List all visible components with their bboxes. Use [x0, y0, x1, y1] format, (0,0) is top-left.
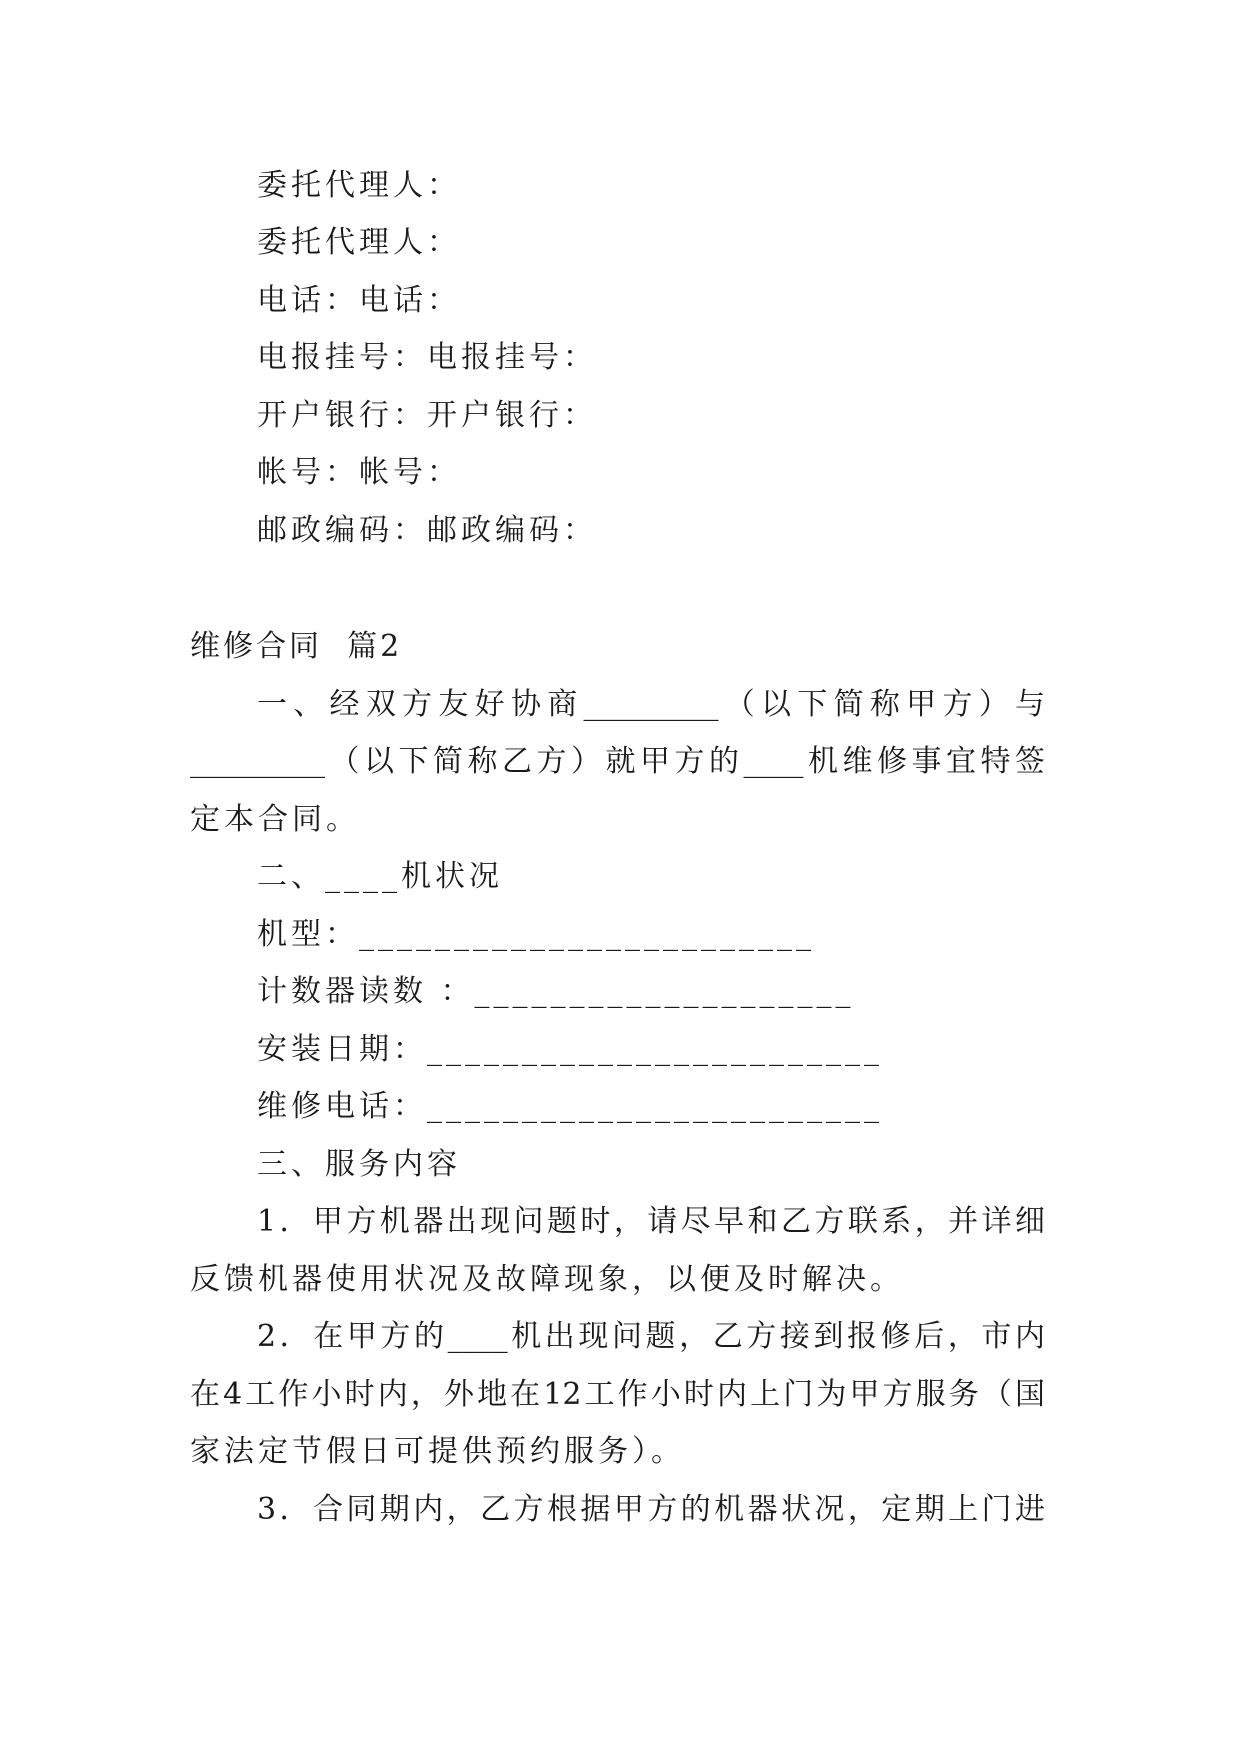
clause3-item2-line-3: 家法定节假日可提供预约服务）。	[190, 1434, 685, 1469]
field-model: 机型：________________________	[257, 917, 815, 952]
signature-postcode-line: 邮政编码：邮政编码：	[257, 513, 597, 548]
field-counter-reading: 计数器读数 ：____________________	[257, 974, 855, 1009]
clause1-line-3: 定本合同。	[190, 802, 360, 837]
signature-agent-line-2: 委托代理人：	[257, 225, 461, 260]
signature-phone-line: 电话：电话：	[257, 283, 461, 318]
signature-account-line: 帐号：帐号：	[257, 455, 461, 490]
clause1-line-1: 一、经双方友好协商_________（以下简称甲方）与	[257, 687, 1045, 722]
clause3-item3-line-1: 3．合同期内，乙方根据甲方的机器状况，定期上门进	[257, 1492, 1045, 1527]
signature-bank-line: 开户银行：开户银行：	[257, 398, 597, 433]
clause1-line-2: _________（以下简称乙方）就甲方的____机维修事宜特签	[190, 744, 1045, 779]
section-title: 维修合同 篇2	[190, 629, 403, 664]
clause3-item2-line-2: 在4工作小时内，外地在12工作小时内上门为甲方服务（国	[190, 1377, 1045, 1412]
clause3-item2-line-1: 2．在甲方的____机出现问题，乙方接到报修后，市内	[257, 1319, 1045, 1354]
clause2-heading: 二、____机状况	[257, 859, 503, 894]
clause3-item1-line-2: 反馈机器使用状况及故障现象，以便及时解决。	[190, 1262, 904, 1297]
signature-agent-line-1: 委托代理人：	[257, 168, 461, 203]
field-repair-phone: 维修电话：________________________	[257, 1089, 883, 1124]
clause3-heading: 三、服务内容	[257, 1147, 461, 1182]
signature-telegraph-line: 电报挂号：电报挂号：	[257, 340, 597, 375]
field-install-date: 安装日期：________________________	[257, 1032, 883, 1067]
clause3-item1-line-1: 1．甲方机器出现问题时，请尽早和乙方联系，并详细	[257, 1204, 1045, 1239]
